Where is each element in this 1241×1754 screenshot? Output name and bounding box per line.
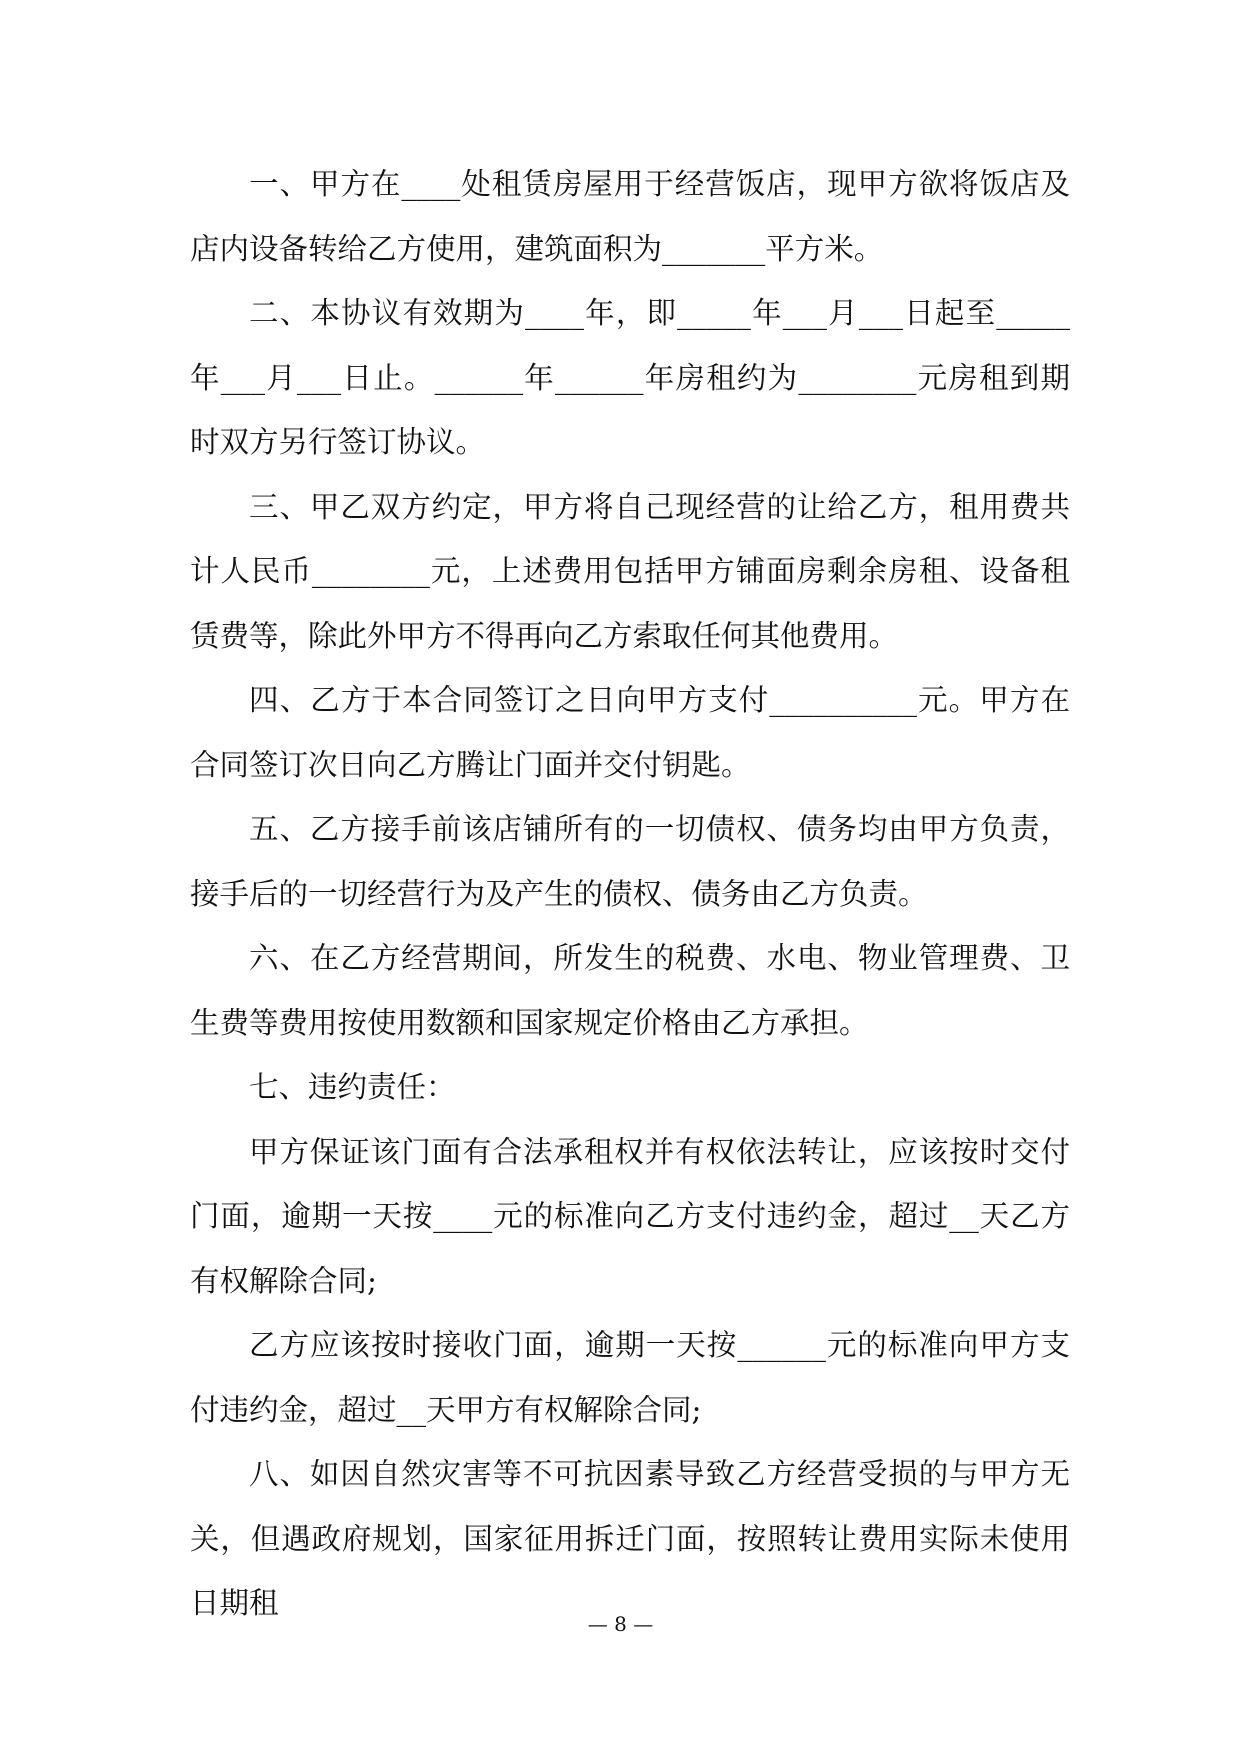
clause-1-paragraph: 一、甲方在____处租赁房屋用于经营饭店，现甲方欲将饭店及店内设备转给乙方使用，建筑面积为_______平方米。: [190, 167, 1070, 266]
clause-7-heading: 七、违约责任：: [249, 1070, 456, 1104]
clause-2-paragraph: 二、本协议有效期为____年，即_____年___月___日起至_____年___月___日止。______年______年房租约为________元房租到期时双方另行签订协议。: [190, 296, 1070, 459]
clause-4-paragraph: 四、乙方于本合同签订之日向甲方支付__________元。甲方在合同签订次日向乙方腾让门面并交付钥匙。: [190, 683, 1070, 782]
clause-5-paragraph: 五、乙方接手前该店铺所有的一切债权、债务均由甲方负责，接手后的一切经营行为及产生的债权、债务由乙方负责。: [190, 812, 1070, 911]
clause-3-paragraph: 三、甲乙双方约定，甲方将自己现经营的让给乙方，租用费共计人民币________元，上述费用包括甲方铺面房剩余房租、设备租赁费等，除此外甲方不得再向乙方索取任何其他费用。: [190, 489, 1070, 653]
clause-8-paragraph: 八、如因自然灾害等不可抗因素导致乙方经营受损的与甲方无关，但遇政府规划，国家征用拆迁门面，按照转让费用实际未使用日期租: [190, 1457, 1070, 1620]
clause-6-paragraph: 六、在乙方经营期间，所发生的税费、水电、物业管理费、卫生费等费用按使用数额和国家规定价格由乙方承担。: [190, 941, 1070, 1040]
clause-7-party-a-paragraph: 甲方保证该门面有合法承租权并有权依法转让，应该按时交付门面，逾期一天按____元的标准向乙方支付违约金，超过__天乙方有权解除合同;: [190, 1134, 1070, 1298]
document-body: [190, 152, 1070, 1636]
clause-7-party-b-paragraph: 乙方应该按时接收门面，逾期一天按______元的标准向甲方支付违约金，超过__天甲方有权解除合同;: [190, 1328, 1070, 1427]
page-number: — 8 —: [587, 1612, 654, 1636]
